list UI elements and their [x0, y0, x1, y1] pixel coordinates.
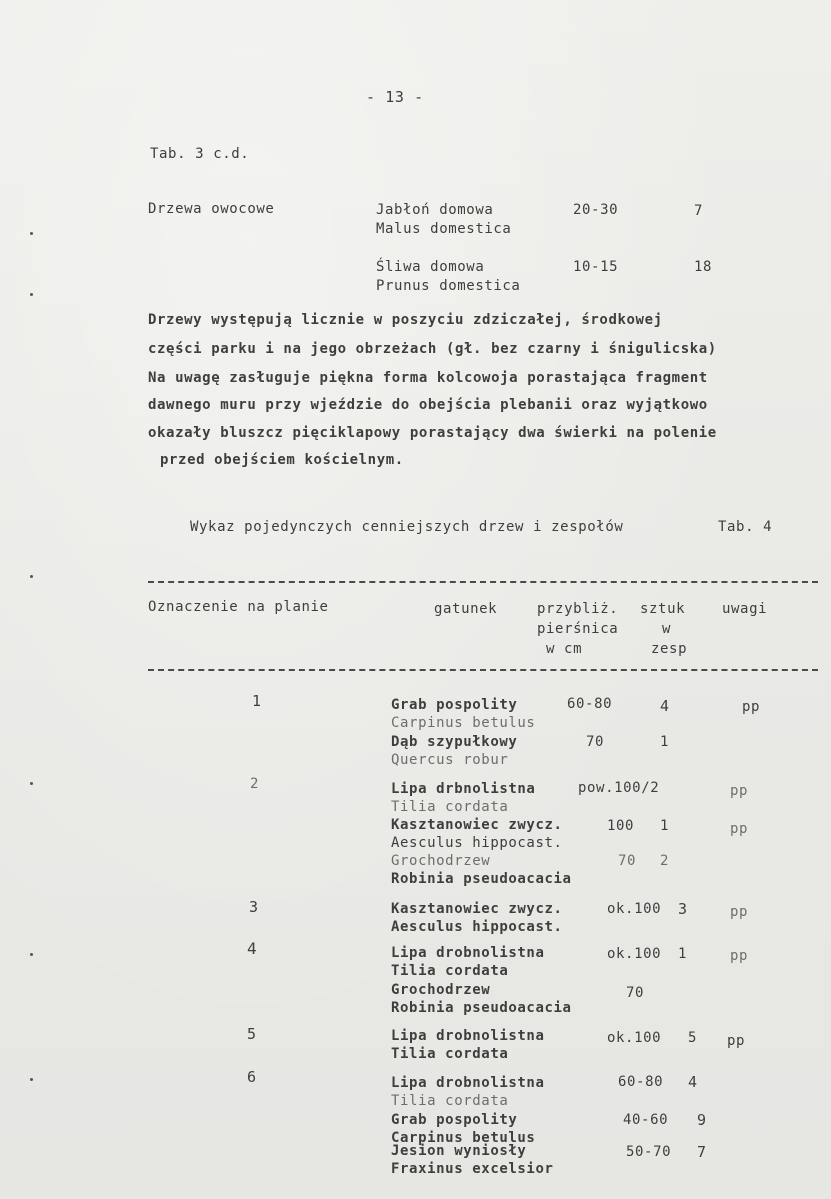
uwagi-value: pp	[727, 1033, 746, 1049]
species-range: ok.100	[607, 901, 662, 917]
fruit-latin: Prunus domestica	[376, 278, 521, 294]
header-uwagi: uwagi	[722, 601, 768, 617]
species-name: Lipa drobnolistna	[391, 945, 545, 961]
fruit-range: 10-15	[573, 259, 619, 275]
species-count: 7	[697, 1143, 707, 1161]
species-name: Lipa drobnolistna	[391, 1075, 545, 1091]
header-wcm: w cm	[546, 641, 583, 657]
header-sztuk: sztuk	[640, 601, 686, 617]
uwagi-value: pp	[730, 783, 749, 799]
uwagi-value: pp	[730, 948, 749, 964]
species-latin: Tilia cordata	[391, 963, 509, 979]
species-count: 4	[660, 697, 670, 715]
fruit-name: Śliwa domowa	[376, 259, 485, 275]
uwagi-value: pp	[742, 699, 761, 715]
species-count: 9	[697, 1111, 707, 1129]
fruit-range: 20-30	[573, 202, 619, 218]
species-range: 40-60	[623, 1112, 669, 1128]
species-latin: Tilia cordata	[391, 1046, 509, 1062]
species-name: Grab pospolity	[391, 1112, 518, 1128]
species-range: 60-80	[618, 1074, 664, 1090]
species-count: 5	[688, 1030, 698, 1046]
page-number: - 13 -	[366, 88, 424, 106]
header-przyblizona: przybliż.	[537, 601, 619, 617]
species-range-count: pow.100/2	[578, 780, 660, 796]
fruit-latin: Malus domestica	[376, 221, 512, 237]
species-latin: Tilia cordata	[391, 1093, 509, 1109]
row-mark: 4	[247, 939, 258, 958]
paragraph-line: Na uwagę zasługuje piękna forma kolcowoja porastająca fragment	[148, 370, 708, 386]
species-count: 1	[660, 818, 670, 834]
species-latin: Carpinus betulus	[391, 715, 536, 731]
species-latin: Aesculus hippocast.	[391, 919, 563, 935]
header-piersnica: pierśnica	[537, 621, 619, 637]
fruit-count: 18	[694, 259, 713, 275]
margin-dot	[30, 1078, 33, 1081]
species-range: 50-70	[626, 1144, 672, 1160]
paragraph-line: Drzewy występują licznie w poszyciu zdziczałej, środkowej	[148, 312, 663, 328]
species-count: 4	[688, 1073, 698, 1091]
fruit-trees-category: Drzewa owocowe	[148, 201, 275, 217]
header-zesp: zesp	[651, 641, 688, 657]
paragraph-line: okazały bluszcz pięciklapowy porastający dwa świerki na polenie	[148, 425, 717, 441]
species-name: Grochodrzew	[391, 853, 491, 869]
header-gatunek: gatunek	[434, 601, 498, 617]
species-name: Grochodrzew	[391, 982, 491, 998]
margin-dot	[30, 293, 33, 296]
species-name: Grab pospolity	[391, 697, 518, 713]
species-range: 70	[586, 734, 605, 750]
species-latin: Robinia pseudoacacia	[391, 1000, 572, 1016]
species-range: 70	[618, 853, 637, 869]
tab4-title: Wykaz pojedynczych cenniejszych drzew i zespołów	[190, 519, 624, 535]
species-count: 1	[678, 946, 688, 962]
species-name: Dąb szypułkowy	[391, 734, 518, 750]
species-latin: Carpinus betulus	[391, 1130, 536, 1146]
row-mark: 1	[252, 692, 262, 710]
margin-dot	[30, 782, 33, 785]
fruit-name: Jabłoń domowa	[376, 202, 494, 218]
species-name: Lipa drobnolistna	[391, 1028, 545, 1044]
species-range: ok.100	[607, 1030, 662, 1046]
species-latin: Quercus robur	[391, 752, 509, 768]
paragraph-line: części parku i na jego obrzeżach (gł. bez czarny i śnigulicska)	[148, 341, 717, 357]
margin-dot	[30, 575, 33, 578]
uwagi-value: pp	[730, 904, 749, 920]
tab3-heading: Tab. 3 c.d.	[150, 146, 250, 162]
species-count: 3	[678, 900, 688, 918]
margin-dot	[30, 953, 33, 956]
species-range: 60-80	[567, 696, 613, 712]
species-latin: Robinia pseudoacacia	[391, 871, 572, 887]
header-w: w	[662, 621, 672, 637]
species-range: ok.100	[607, 946, 662, 962]
species-count: 1	[660, 734, 670, 750]
header-oznaczenie: Oznaczenie na planie	[148, 599, 329, 615]
tab4-label: Tab. 4	[718, 519, 773, 535]
species-count: 2	[660, 853, 670, 869]
paragraph-line: dawnego muru przy wjeździe do obejścia plebanii oraz wyjątkowo	[148, 397, 708, 413]
species-latin: Aesculus hippocast.	[391, 835, 563, 851]
species-latin: Fraxinus excelsior	[391, 1161, 554, 1177]
table-top-rule	[148, 581, 818, 583]
table-header-rule	[148, 669, 818, 671]
paragraph-line: przed obejściem kościelnym.	[160, 452, 404, 468]
species-name: Kasztanowiec zwycz.	[391, 817, 563, 833]
species-name: Lipa drbnolistna	[391, 781, 536, 797]
species-latin: Tilia cordata	[391, 799, 509, 815]
uwagi-value: pp	[730, 821, 749, 837]
row-mark: 2	[250, 776, 260, 792]
species-name: Jesion wyniosły	[391, 1143, 527, 1159]
margin-dot	[30, 232, 33, 235]
species-name: Kasztanowiec zwycz.	[391, 901, 563, 917]
species-range: 70	[626, 985, 645, 1001]
row-mark: 6	[247, 1068, 257, 1086]
fruit-count: 7	[694, 203, 704, 219]
row-mark: 5	[247, 1025, 257, 1043]
species-range: 100	[607, 818, 635, 834]
row-mark: 3	[249, 898, 259, 916]
